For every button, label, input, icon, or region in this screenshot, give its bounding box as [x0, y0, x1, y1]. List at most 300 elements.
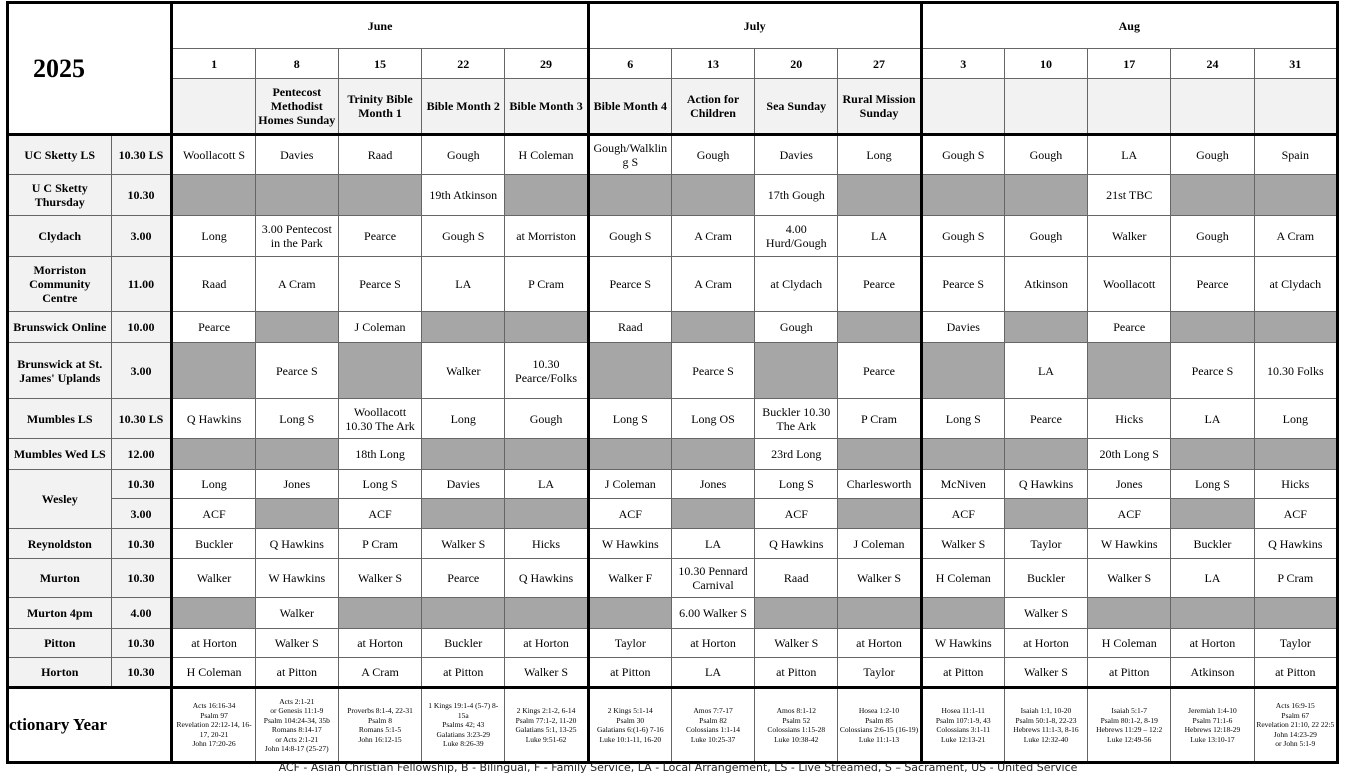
preacher-cell: A Cram [671, 216, 754, 257]
preacher-cell [671, 175, 754, 216]
preacher-cell: Walker S [1004, 598, 1087, 629]
date-header: 15 [338, 49, 421, 79]
preacher-cell: 3.00 Pentecost in the Park [255, 216, 338, 257]
reading-line: Colossians 1:15-28 [767, 725, 826, 734]
table-row [8, 135, 1338, 175]
sunday-label-row [8, 79, 1338, 135]
preacher-cell: Gough [1171, 135, 1254, 175]
preacher-cell: Woollacott [1088, 257, 1171, 312]
lectionary-readings [755, 688, 838, 763]
preacher-cell: Pearce [422, 559, 505, 598]
service-time: 10.30 [111, 629, 172, 658]
reading-line: or Acts 2:1-21 [275, 734, 319, 744]
preacher-cell: Walker F [588, 559, 671, 598]
preacher-cell [671, 499, 754, 529]
reading-line: Hebrews 11:29 – 12:2 [1096, 725, 1163, 734]
date-header: 22 [422, 49, 505, 79]
preacher-cell: at Horton [338, 629, 421, 658]
preacher-cell: at Pitton [422, 658, 505, 688]
reading-line: Luke 8:26-39 [442, 739, 484, 749]
preacher-cell [1254, 439, 1337, 470]
preacher-cell: LA [422, 257, 505, 312]
preacher-cell: Raad [588, 312, 671, 343]
preacher-cell: at Horton [1004, 629, 1087, 658]
preacher-cell: Gough [505, 399, 588, 439]
reading-line: Hebrews 11:1-3, 8-16 [1013, 725, 1079, 734]
table-row [8, 499, 1338, 529]
preacher-cell: Gough [1004, 135, 1087, 175]
preacher-cell: J Coleman [838, 529, 921, 559]
preacher-cell: at Horton [838, 629, 921, 658]
reading-line: Luke 12:13-21 [941, 734, 986, 744]
preacher-cell: Gough [1004, 216, 1087, 257]
preacher-cell: Davies [921, 312, 1004, 343]
preacher-cell [921, 175, 1004, 216]
preacher-cell: Atkinson [1171, 658, 1254, 688]
preacher-cell [1088, 343, 1171, 399]
preacher-cell: Long [422, 399, 505, 439]
preacher-cell: Woollacott 10.30 The Ark [338, 399, 421, 439]
preacher-cell [422, 439, 505, 470]
table-row [8, 216, 1338, 257]
preacher-cell [505, 439, 588, 470]
reading-line: Galatians 6:(1-6) 7-16 [596, 725, 664, 734]
preacher-cell: McNiven [921, 470, 1004, 499]
sunday-label: Bible Month 3 [505, 79, 588, 135]
preacher-cell: P Cram [505, 257, 588, 312]
preacher-cell: 21st TBC [1088, 175, 1171, 216]
service-time: 10.30 LS [111, 399, 172, 439]
sunday-label: Trinity Bible Month 1 [338, 79, 421, 135]
preacher-cell: Jones [1088, 470, 1171, 499]
preacher-cell: W Hawkins [588, 529, 671, 559]
preacher-cell [1171, 312, 1254, 343]
preacher-cell [255, 439, 338, 470]
preacher-cell: Davies [755, 135, 838, 175]
service-time: 11.00 [111, 257, 172, 312]
preacher-cell: P Cram [338, 529, 421, 559]
preacher-cell: W Hawkins [921, 629, 1004, 658]
preacher-cell: Taylor [1004, 529, 1087, 559]
service-time: 3.00 [111, 343, 172, 399]
preacher-cell: Pearce [838, 343, 921, 399]
preacher-cell [338, 598, 421, 629]
sunday-label [1088, 79, 1171, 135]
preacher-cell: Pearce [1088, 312, 1171, 343]
preacher-cell: Q Hawkins [255, 529, 338, 559]
preacher-cell: ACF [1254, 499, 1337, 529]
preacher-cell: Long [172, 216, 255, 257]
reading-line: Luke 12:49-56 [1107, 734, 1152, 744]
preacher-cell: P Cram [838, 399, 921, 439]
sunday-label: Sea Sunday [755, 79, 838, 135]
reading-line: or Genesis 11:1-9 [270, 706, 324, 715]
preacher-cell: Walker [172, 559, 255, 598]
preacher-cell: Long S [338, 470, 421, 499]
preacher-cell: Hicks [1088, 399, 1171, 439]
preacher-cell [505, 499, 588, 529]
reading-line: or John 5:1-9 [1275, 739, 1316, 749]
preacher-cell [172, 175, 255, 216]
preacher-cell: Pearce S [255, 343, 338, 399]
chapel-name: Brunswick at St. James' Uplands [8, 343, 112, 399]
preacher-cell [1254, 312, 1337, 343]
lectionary-readings [921, 688, 1004, 763]
preacher-cell [588, 598, 671, 629]
preacher-cell: LA [505, 470, 588, 499]
preacher-cell: at Pitton [921, 658, 1004, 688]
reading-line: Luke 12:32-40 [1023, 734, 1069, 744]
preacher-cell: at Pitton [1088, 658, 1171, 688]
preacher-cell [172, 439, 255, 470]
reading-line: Colossians 1:1-14 [686, 725, 740, 734]
table-row [8, 658, 1338, 688]
table-row [8, 470, 1338, 499]
reading-line: Acts 16:9-15 [1275, 701, 1315, 711]
preacher-cell: Pearce [1171, 257, 1254, 312]
preacher-cell: Buckler 10.30 The Ark [755, 399, 838, 439]
reading-line: 1 Kings 19:1-4 (5-7) 8-15a [428, 701, 499, 720]
preaching-plan-table [6, 1, 1339, 764]
preacher-cell: Taylor [1254, 629, 1337, 658]
preacher-cell [255, 175, 338, 216]
month-header: Aug [921, 3, 1337, 49]
service-time: 10.30 [111, 658, 172, 688]
preacher-cell [1004, 175, 1087, 216]
chapel-name: Brunswick Online [8, 312, 112, 343]
preacher-cell [1171, 175, 1254, 216]
chapel-name: Morriston Community Centre [8, 257, 112, 312]
preacher-cell: Gough [422, 135, 505, 175]
preacher-cell [172, 343, 255, 399]
preacher-cell: LA [1171, 559, 1254, 598]
preacher-cell: A Cram [671, 257, 754, 312]
preacher-cell [838, 499, 921, 529]
sunday-label [921, 79, 1004, 135]
table-row [8, 559, 1338, 598]
reading-line: 2 Kings 2:1-2, 6-14 [516, 706, 576, 715]
preacher-cell: Walker [255, 598, 338, 629]
sunday-label [1171, 79, 1254, 135]
chapel-name: Pitton [8, 629, 112, 658]
reading-line: Colossians 2:6-15 (16-19) [839, 725, 919, 734]
preacher-cell: 4.00 Hurd/Gough [755, 216, 838, 257]
service-time: 4.00 [111, 598, 172, 629]
preacher-cell: at Pitton [1254, 658, 1337, 688]
table-row [8, 629, 1338, 658]
preacher-cell: Raad [338, 135, 421, 175]
reading-line: Psalm 52 [782, 715, 811, 725]
reading-line: Psalm 107:1-9, 43 [935, 715, 991, 725]
preacher-cell [422, 598, 505, 629]
preacher-cell: 6.00 Walker S [671, 598, 754, 629]
preacher-cell: Pearce [1004, 399, 1087, 439]
preacher-cell: ACF [172, 499, 255, 529]
preacher-cell [755, 343, 838, 399]
preacher-cell: Raad [172, 257, 255, 312]
table-row [8, 343, 1338, 399]
date-header: 8 [255, 49, 338, 79]
preacher-cell: W Hawkins [255, 559, 338, 598]
date-header: 20 [755, 49, 838, 79]
preacher-cell: Walker S [838, 559, 921, 598]
chapel-name: U C Sketty Thursday [8, 175, 112, 216]
preacher-cell: 23rd Long [755, 439, 838, 470]
preacher-cell [172, 598, 255, 629]
preacher-cell: Gough [671, 135, 754, 175]
preacher-cell [338, 343, 421, 399]
reading-line: 2 Kings 5:1-14 [607, 706, 653, 715]
preacher-cell: Walker S [1004, 658, 1087, 688]
preacher-cell [1004, 499, 1087, 529]
date-header: 10 [1004, 49, 1087, 79]
lectionary-title-text: ctionary Year [9, 715, 108, 734]
preacher-cell [1254, 598, 1337, 629]
chapel-name: Murton 4pm [8, 598, 112, 629]
preacher-cell: LA [671, 529, 754, 559]
preacher-cell [1004, 312, 1087, 343]
preacher-cell: LA [671, 658, 754, 688]
preacher-cell: Q Hawkins [1004, 470, 1087, 499]
preacher-cell: H Coleman [505, 135, 588, 175]
preacher-cell: ACF [338, 499, 421, 529]
preacher-cell [338, 175, 421, 216]
preacher-cell: Taylor [588, 629, 671, 658]
preacher-cell: ACF [755, 499, 838, 529]
table-row [8, 257, 1338, 312]
date-header: 27 [838, 49, 921, 79]
preacher-cell [422, 499, 505, 529]
preacher-cell: Gough [1171, 216, 1254, 257]
reading-line: Psalm 85 [865, 715, 893, 725]
preacher-cell: at Pitton [755, 658, 838, 688]
date-header: 6 [588, 49, 671, 79]
preacher-cell: Gough S [921, 135, 1004, 175]
table-row [8, 439, 1338, 470]
reading-line: Psalm 30 [616, 715, 645, 725]
preacher-cell: LA [1004, 343, 1087, 399]
preacher-cell: Spain [1254, 135, 1337, 175]
preacher-cell: Long S [755, 470, 838, 499]
service-time: 12.00 [111, 439, 172, 470]
preacher-cell: Pearce S [338, 257, 421, 312]
preacher-cell: Buckler [422, 629, 505, 658]
preacher-cell: Walker S [422, 529, 505, 559]
lectionary-readings [838, 688, 921, 763]
reading-line: Luke 13:10-17 [1190, 734, 1235, 744]
preacher-cell: Long S [921, 399, 1004, 439]
preacher-cell: Walker [422, 343, 505, 399]
preacher-cell: A Cram [1254, 216, 1337, 257]
service-time: 10.30 [111, 175, 172, 216]
preacher-cell [1004, 439, 1087, 470]
sunday-label: Pentecost Methodist Homes Sunday [255, 79, 338, 135]
sunday-label [172, 79, 255, 135]
sunday-label: Rural Mission Sunday [838, 79, 921, 135]
month-header: July [588, 3, 921, 49]
preacher-cell: Davies [422, 470, 505, 499]
sunday-label: Bible Month 4 [588, 79, 671, 135]
plan-year: 2025 [8, 3, 172, 135]
preacher-cell [838, 175, 921, 216]
preacher-cell: at Pitton [588, 658, 671, 688]
preacher-cell: Walker S [255, 629, 338, 658]
preacher-cell: 19th Atkinson [422, 175, 505, 216]
service-time: 10.30 [111, 470, 172, 499]
preacher-cell [921, 439, 1004, 470]
preacher-cell: 18th Long [338, 439, 421, 470]
preacher-cell [671, 439, 754, 470]
preacher-cell: Long [1254, 399, 1337, 439]
preacher-cell: Gough S [422, 216, 505, 257]
reading-line: Amos 8:1-12 [776, 706, 816, 715]
reading-line: Psalms 42; 43 [442, 720, 485, 730]
chapel-name: UC Sketty LS [8, 135, 112, 175]
reading-line: Hosea 1:2-10 [858, 706, 900, 715]
preacher-cell [838, 439, 921, 470]
preacher-cell: Long S [255, 399, 338, 439]
preacher-cell: Long OS [671, 399, 754, 439]
sunday-label: Bible Month 2 [422, 79, 505, 135]
preacher-cell: H Coleman [172, 658, 255, 688]
preacher-cell: Pearce [338, 216, 421, 257]
preacher-cell: Long S [1171, 470, 1254, 499]
preacher-cell: Pearce S [921, 257, 1004, 312]
chapel-name: Mumbles LS [8, 399, 112, 439]
lectionary-readings [1088, 688, 1171, 763]
reading-line: Acts 2:1-21 [279, 696, 315, 706]
preacher-cell [505, 312, 588, 343]
preacher-cell [838, 312, 921, 343]
reading-line: Isaiah 5:1-7 [1111, 706, 1148, 715]
preacher-cell [588, 175, 671, 216]
reading-line: Psalm 82 [699, 715, 727, 725]
sunday-label: Action for Children [671, 79, 754, 135]
preacher-cell: J Coleman [588, 470, 671, 499]
service-time: 10.30 LS [111, 135, 172, 175]
reading-line: Hosea 11:1-11 [941, 706, 985, 715]
chapel-name: Reynoldston [8, 529, 112, 559]
reading-line: Romans 5:1-5 [358, 725, 402, 734]
preacher-cell: H Coleman [921, 559, 1004, 598]
reading-line: Galatians 5:1, 13-25 [515, 725, 577, 734]
lectionary-title [8, 688, 172, 763]
preacher-cell [505, 175, 588, 216]
preacher-cell: Pearce S [671, 343, 754, 399]
preacher-cell: Jones [671, 470, 754, 499]
date-header: 3 [921, 49, 1004, 79]
month-header-row [8, 3, 1338, 49]
table-row [8, 175, 1338, 216]
reading-line: Luke 9:51-62 [525, 734, 567, 744]
preacher-cell [1254, 175, 1337, 216]
preacher-cell: Raad [755, 559, 838, 598]
preacher-cell: Walker S [921, 529, 1004, 559]
reading-line: Psalm 71:1-6 [1192, 715, 1233, 725]
preacher-cell: Gough S [921, 216, 1004, 257]
reading-line: Psalm 97 [200, 710, 228, 720]
lectionary-readings [422, 688, 505, 763]
service-time: 10.30 [111, 529, 172, 559]
reading-line: Revelation 22:12-14, 16-17, 20-21 [176, 720, 252, 739]
reading-line: Psalm 67 [1281, 710, 1310, 720]
table-row [8, 598, 1338, 629]
chapel-name: Horton [8, 658, 112, 688]
sunday-label [1004, 79, 1087, 135]
preacher-cell: Long [172, 470, 255, 499]
preacher-cell: Buckler [172, 529, 255, 559]
date-header: 13 [671, 49, 754, 79]
date-header: 29 [505, 49, 588, 79]
preacher-cell: 10.30 Folks [1254, 343, 1337, 399]
preacher-cell [755, 598, 838, 629]
preacher-cell: 10.30 Pearce/Folks [505, 343, 588, 399]
reading-line: Revelation 21:10, 22 22:5 [1256, 720, 1335, 730]
preacher-cell: Walker S [505, 658, 588, 688]
preacher-cell: Gough/Walklin g S [588, 135, 671, 175]
date-header: 17 [1088, 49, 1171, 79]
lectionary-readings [1171, 688, 1254, 763]
preacher-cell: Long [838, 135, 921, 175]
preacher-cell [1171, 439, 1254, 470]
preacher-cell: Walker S [1088, 559, 1171, 598]
preacher-cell: Woollacott S [172, 135, 255, 175]
reading-line: John 14:8-17 (25-27) [264, 744, 329, 753]
preacher-cell: ACF [588, 499, 671, 529]
month-header: June [172, 3, 588, 49]
reading-line: John 17:20-26 [192, 739, 236, 749]
preacher-cell: Walker S [338, 559, 421, 598]
preacher-cell: Charlesworth [838, 470, 921, 499]
preacher-cell: A Cram [255, 257, 338, 312]
preacher-cell [588, 343, 671, 399]
preacher-cell [921, 598, 1004, 629]
preacher-cell: at Horton [505, 629, 588, 658]
preacher-cell: at Horton [671, 629, 754, 658]
preacher-cell: Hicks [505, 529, 588, 559]
preacher-cell: ACF [1088, 499, 1171, 529]
preacher-cell: P Cram [1254, 559, 1337, 598]
preacher-cell: Walker S [755, 629, 838, 658]
lectionary-readings [172, 688, 255, 763]
chapel-name: Murton [8, 559, 112, 598]
preacher-cell: Atkinson [1004, 257, 1087, 312]
table-row [8, 529, 1338, 559]
table-row [8, 312, 1338, 343]
preacher-cell [255, 312, 338, 343]
preacher-cell [505, 598, 588, 629]
preacher-cell: at Horton [1171, 629, 1254, 658]
preacher-cell: Q Hawkins [172, 399, 255, 439]
reading-line: John 16:12-15 [358, 734, 402, 744]
preacher-cell: Hicks [1254, 470, 1337, 499]
preacher-cell: Pearce S [588, 257, 671, 312]
lectionary-row [8, 688, 1338, 763]
preacher-cell [422, 312, 505, 343]
reading-line: Luke 10:25-37 [690, 734, 736, 744]
preacher-cell [921, 343, 1004, 399]
preacher-cell: at Morriston [505, 216, 588, 257]
preacher-cell: at Clydach [1254, 257, 1337, 312]
preacher-cell: Q Hawkins [1254, 529, 1337, 559]
reading-line: Proverbs 8:1-4, 22-31 [347, 706, 413, 715]
reading-line: Isaiah 1:1, 10-20 [1020, 706, 1072, 715]
reading-line: Psalm 50:1-8, 22-23 [1015, 715, 1077, 725]
lectionary-readings [505, 688, 588, 763]
legend: ACF - Asian Christian Fellowship, B - Bilingual, F - Family Service, LA - Local Arrangement, LS - Live Streamed, S – Sacrament, US - United Service [278, 761, 1078, 774]
date-header: 24 [1171, 49, 1254, 79]
preacher-cell: at Horton [172, 629, 255, 658]
